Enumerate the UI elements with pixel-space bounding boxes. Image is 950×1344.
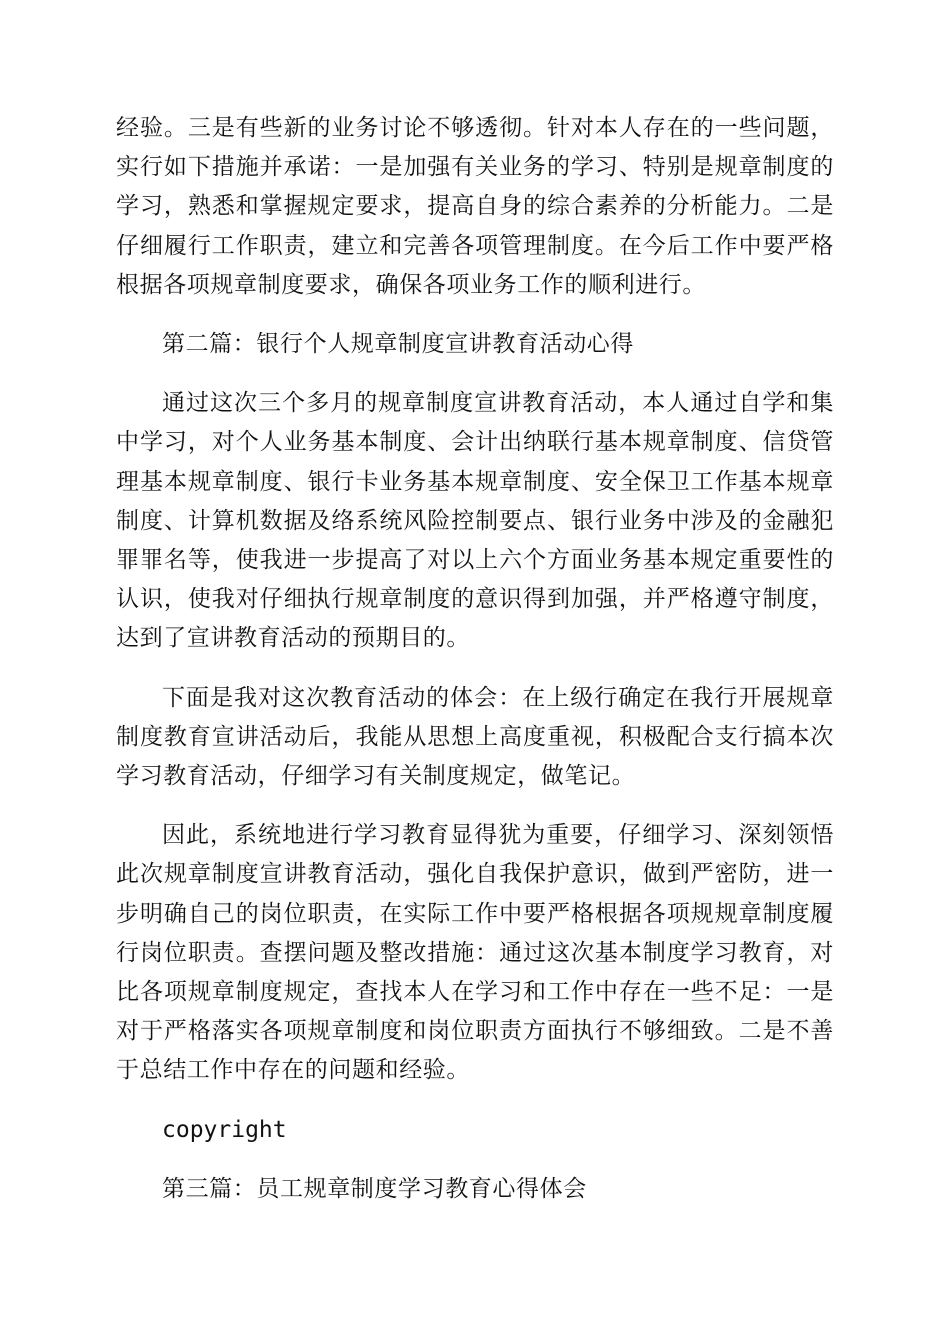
paragraph-continuation: 经验。三是有些新的业务讨论不够透彻。针对本人存在的一些问题，实行如下措施并承诺：一是加强有关业务的学习、特别是规章制度的学习，熟悉和掌握规定要求，提高自身的综合素养的分析能力。二是仔细履行工作职责，建立和完善各项管理制度。在今后工作中要严格根据各项规章制度要求，确保各项业务工作的顺利进行。 [116, 115, 834, 298]
section-heading-2: 第二篇：银行个人规章制度宣讲教育活动心得 [162, 331, 634, 358]
section-heading-3: 第三篇：员工规章制度学习教育心得体会 [162, 1175, 587, 1202]
paragraph-reflection: 因此，系统地进行学习教育显得犹为重要，仔细学习、深刻领悟此次规章制度宣讲教育活动，强化自我保护意识，做到严密防，进一步明确自己的岗位职责，在实际工作中要严格根据各项规规章制度履行岗位职责。查摆问题及整改措施：通过这次基本制度学习教育，对比各项规章制度规定，查找本人在学习和工作中存在一些不足：一是对于严格落实各项规章制度和岗位职责方面执行不够细致。二是不善于总结工作中存在的问题和经验。 [116, 822, 834, 1084]
paragraph-study-summary: 通过这次三个多月的规章制度宣讲教育活动，本人通过自学和集中学习，对个人业务基本制度、会计出纳联行基本规章制度、信贷管理基本规章制度、银行卡业务基本规章制度、安全保卫工作基本规章制度、计算机数据及络系统风险控制要点、银行业务中涉及的金融犯罪罪名等，使我进一步提高了对以上六个方面业务基本规定重要性的认识，使我对仔细执行规章制度的意识得到加强，并严格遵守制度，达到了宣讲教育活动的预期目的。 [116, 390, 834, 652]
document-body [116, 109, 834, 1229]
paragraph-experience: 下面是我对这次教育活动的体会：在上级行确定在我行开展规章制度教育宣讲活动后，我能从思想上高度重视，积极配合支行搞本次学习教育活动，仔细学习有关制度规定，做笔记。 [116, 684, 834, 790]
copyright-mark: copyright [162, 1116, 287, 1143]
